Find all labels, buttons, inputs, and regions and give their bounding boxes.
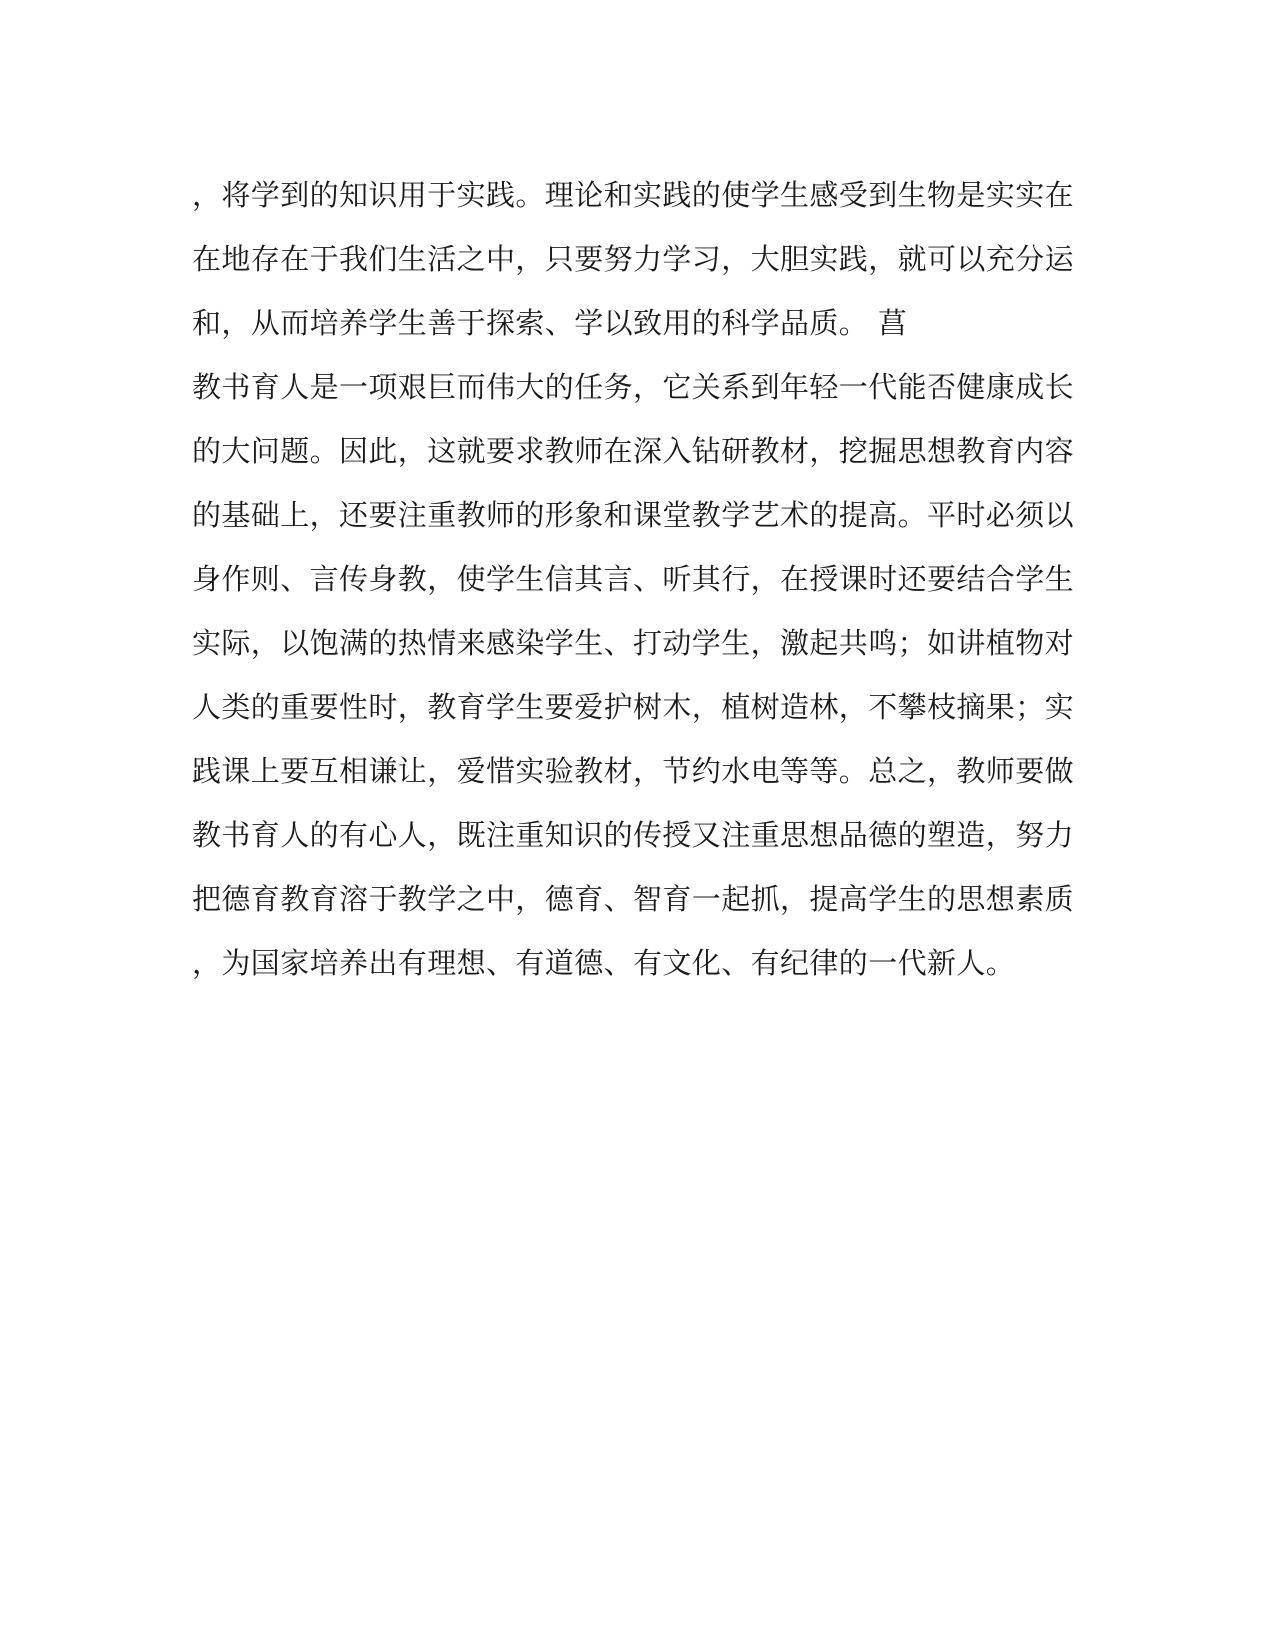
text-line: 把德育教育溶于教学之中，德育、智育一起抓，提高学生的思想素质: [192, 882, 1075, 916]
text-line: 身作则、言传身教，使学生信其言、听其行，在授课时还要结合学生: [192, 562, 1075, 596]
text-line: 人类的重要性时，教育学生要爱护树木，植树造林，不攀枝摘果；实: [192, 690, 1075, 724]
text-line: 践课上要互相谦让，爱惜实验教材，节约水电等等。总之，教师要做: [192, 754, 1075, 788]
text-line: 在地存在于我们生活之中，只要努力学习，大胆实践，就可以充分运: [192, 242, 1075, 276]
text-line: 的大问题。因此，这就要求教师在深入钻研教材，挖掘思想教育内容: [192, 434, 1075, 468]
text-line: 教书育人是一项艰巨而伟大的任务，它关系到年轻一代能否健康成长: [192, 370, 1075, 404]
text-line: 的基础上，还要注重教师的形象和课堂教学艺术的提高。平时必须以: [192, 498, 1075, 532]
text-line: ，为国家培养出有理想、有道德、有文化、有纪律的一代新人。: [192, 946, 1016, 980]
body-text: [192, 163, 1075, 995]
text-line: 和，从而培养学生善于探索、学以致用的科学品质。 菖: [192, 306, 908, 340]
text-line: ，将学到的知识用于实践。理论和实践的使学生感受到生物是实实在: [192, 178, 1075, 212]
text-line: 实际，以饱满的热情来感染学生、打动学生，激起共鸣；如讲植物对: [192, 626, 1075, 660]
text-line: 教书育人的有心人，既注重知识的传授又注重思想品德的塑造，努力: [192, 818, 1075, 852]
